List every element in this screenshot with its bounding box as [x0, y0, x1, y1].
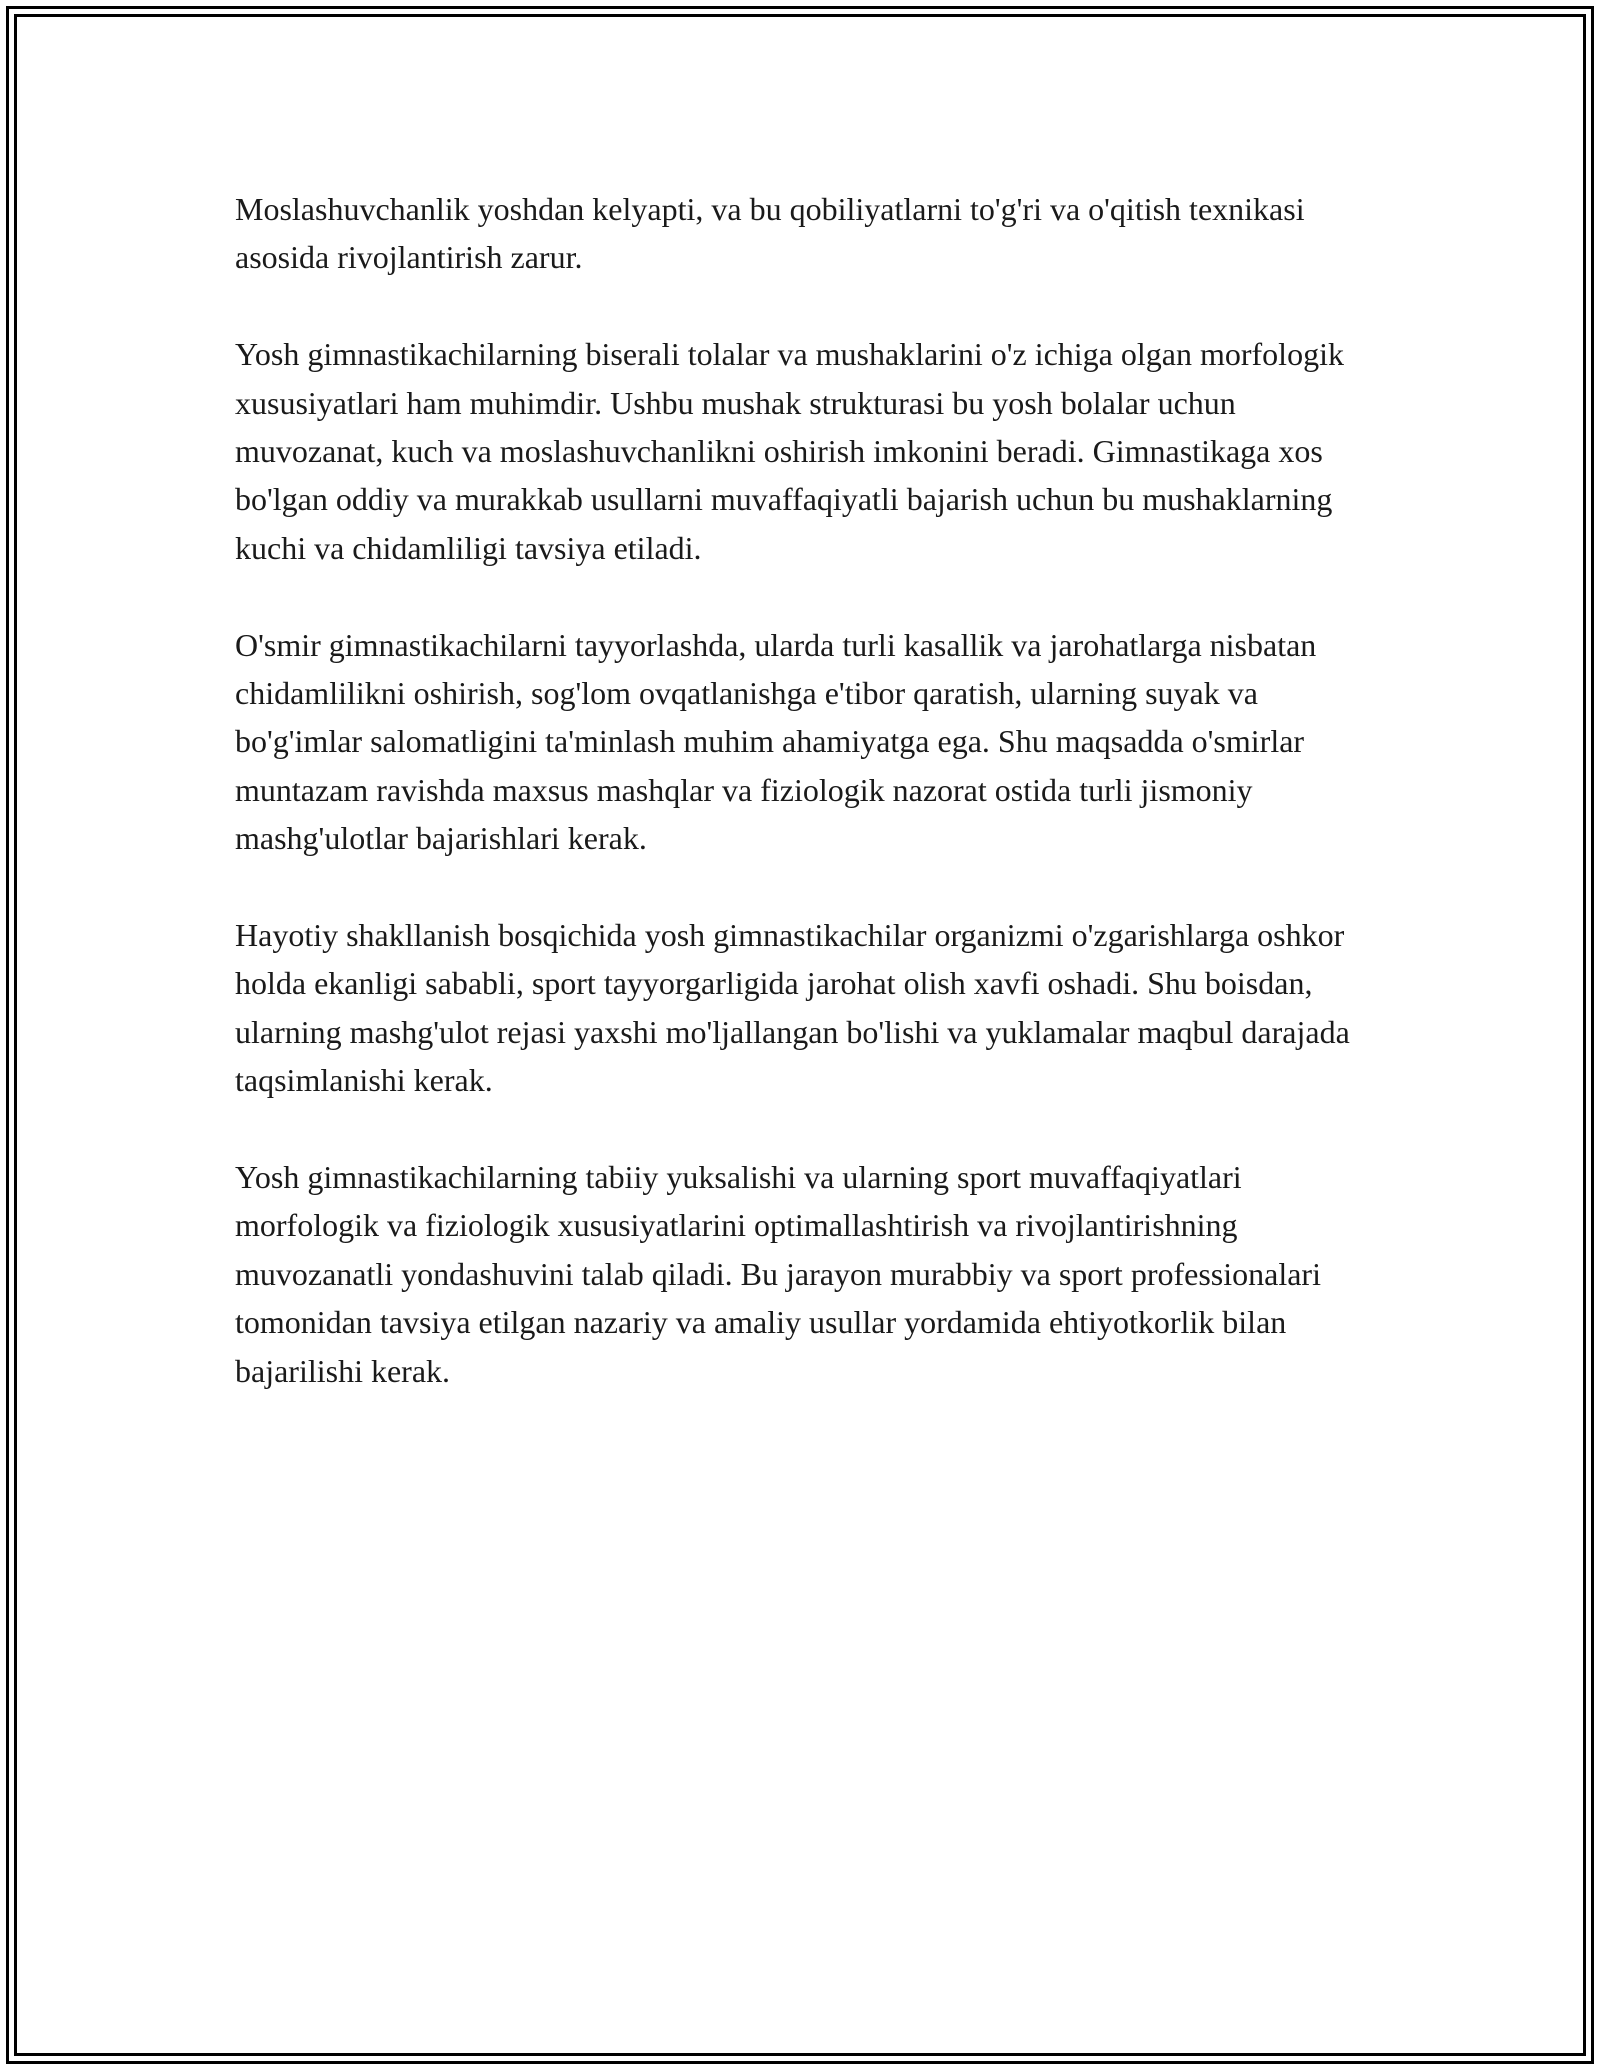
paragraph-2: Yosh gimnastikachilarning biserali tolalar va mushaklarini o'z ichiga olgan morfologik xususiyatlari ham muhimdir. Ushbu mushak strukturasi bu yosh bolalar uchun muvozanat, kuch va moslashuvchanlikni oshirish imkonini beradi. Gimnastikaga xos bo'lgan oddiy va murakkab usullarni muvaffaqiyatli bajarish uchun bu mushaklarning kuchi va chidamliligi tavsiya etiladi. — [235, 336, 1344, 566]
paragraph-1: Moslashuvchanlik yoshdan kelyapti, va bu qobiliyatlarni to'g'ri va o'qitish texnikasi asosida rivojlantirish zarur. — [235, 191, 1305, 276]
document-body — [235, 185, 1365, 1395]
paragraph-3: O'smir gimnastikachilarni tayyorlashda, ularda turli kasallik va jarohatlarga nisbatan chidamlilikni oshirish, sog'lom ovqatlanishga e'tibor qaratish, ularning suyak va bo'g'imlar salomatligini ta'minlash muhim ahamiyatga ega. Shu maqsadda o'smirlar muntazam ravishda maxsus mashqlar va fiziologik nazorat ostida turli jismoniy mashg'ulotlar bajarishlari kerak. — [235, 626, 1317, 857]
paragraph-4: Hayotiy shakllanish bosqichida yosh gimnastikachilar organizmi o'zgarishlarga oshkor holda ekanligi sababli, sport tayyorgarligida jarohat olish xavfi oshadi. Shu boisdan, ularning mashg'ulot rejasi yaxshi mo'ljallangan bo'lishi va yuklamalar maqbul darajada taqsimlanishi kerak. — [235, 917, 1350, 1099]
paragraph-5: Yosh gimnastikachilarning tabiiy yuksalishi va ularning sport muvaffaqiyatlari morfologik va fiziologik xususiyatlarini optimallashtirish va rivojlantirishning muvozanatli yondashuvini talab qiladi. Bu jarayon murabbiy va sport professionalari tomonidan tavsiya etilgan nazariy va amaliy usullar yordamida ehtiyotkorlik bilan bajarilishi kerak. — [235, 1159, 1321, 1389]
